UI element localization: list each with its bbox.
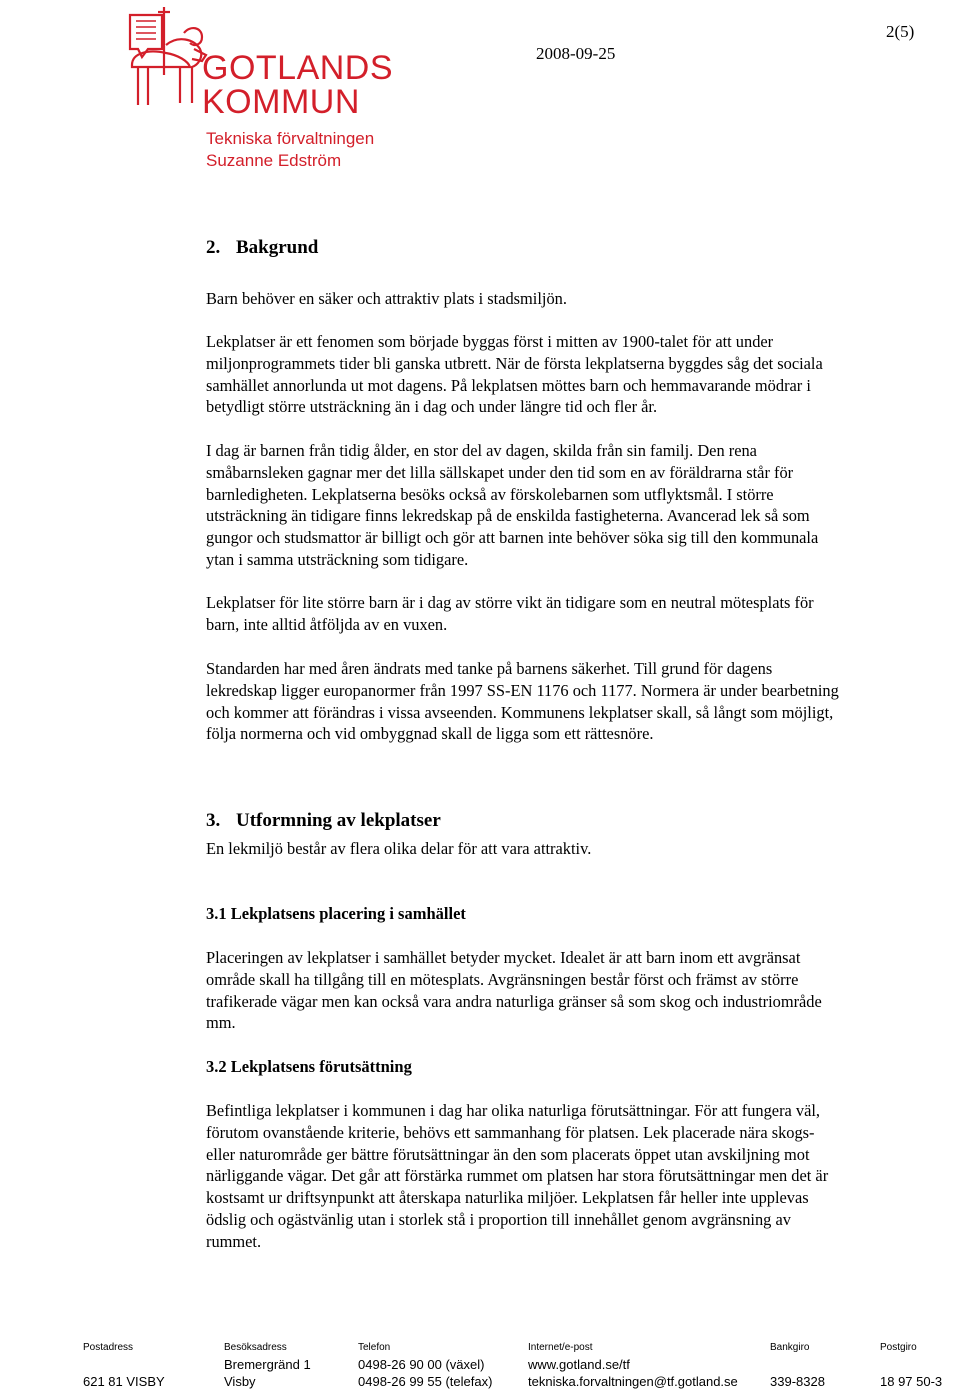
footer-value: Bremergränd 1 <box>224 1357 311 1372</box>
department-name: Tekniska förvaltningen <box>206 129 375 148</box>
paragraph-history: Lekplatser är ett fenomen som började byggas först i mitten av 1900-talet för att under miljonprogrammets tider bli ganska utbrett. När de första lekplatserna byggdes såg det sociala samhället annorlunda ut mot dagens. På lekplatsen möttes barn och hemmavarande mödrar i betydligt större utsträckning än i dag och under längre tid och fler år. <box>206 332 823 417</box>
footer-website-link[interactable]: www.gotland.se/tf <box>528 1357 630 1372</box>
svg-text:KOMMUN: KOMMUN <box>202 83 360 121</box>
author-name: Suzanne Edström <box>206 151 342 170</box>
section-3-heading <box>206 810 441 832</box>
footer-label: Postgiro <box>880 1342 917 1353</box>
section-number: 3. <box>206 810 221 831</box>
subsection-3-1-heading: 3.1 Lekplatsens placering i samhället <box>206 904 466 923</box>
document-date: 2008-09-25 <box>536 44 616 63</box>
svg-text:GOTLANDS: GOTLANDS <box>202 49 394 87</box>
section-title: Utformning av lekplatser <box>236 810 441 831</box>
footer-label: Internet/e-post <box>528 1342 593 1353</box>
footer-bankgiro <box>770 1340 825 1390</box>
footer-email-link[interactable]: tekniska.forvaltningen@tf.gotland.se <box>528 1374 738 1389</box>
page-number: 2(5) <box>886 22 915 41</box>
footer-telefon <box>358 1340 492 1390</box>
footer-label: Besöksadress <box>224 1342 287 1353</box>
footer-value: Visby <box>224 1374 256 1389</box>
footer-label: Bankgiro <box>770 1342 810 1353</box>
footer-label: Postadress <box>83 1342 134 1353</box>
section-2-heading <box>206 237 318 259</box>
paragraph-today: I dag är barnen från tidig ålder, en stor del av dagen, skilda från sin familj. Den rena småbarnsleken gagnar mer det lilla sällskapet under den tid som en av föräldrarna står för barnledigheten. Lekplatserna besöks också av förskolebarnen som utflyktsmål. I större utsträckning än tidigare finns lekredskap på de enskilda fastigheterna. Avancerad lek så som gungor och studsmattor är billigt och gör att barnen inte behöver söka sig till den kommunala ytan i samma utsträckning som tidigare. <box>206 441 819 569</box>
paragraph-intro: Barn behöver en säker och attraktiv plats i stadsmiljön. <box>206 289 567 308</box>
paragraph-conditions: Befintliga lekplatser i kommunen i dag har olika naturliga förutsättningar. För att fungera väl, förutom ovanstående kriterie, behövs ett sammanhang för platsen. Lek placerade nära skogs- eller naturområde ger bättre förutsättningar än den som placerats öppet utan avskiljning mot närliggande vägar. Det går att förstärka rummet om platsen har stora förutsättningar men det är kostsamt ur driftsynpunkt att återskapa naturlika miljöer. Lekplatsen får heller inte upplevas ödslig och ogästvänlig utan i storlek stå i proportion till innehållet genom avgränsning av rummet. <box>206 1101 829 1251</box>
footer-value: 18 97 50-3 <box>880 1374 943 1389</box>
footer-value: 0498-26 99 55 (telefax) <box>358 1374 493 1389</box>
footer-internet <box>528 1340 738 1390</box>
footer-label: Telefon <box>358 1342 391 1353</box>
gotlands-kommun-logo <box>118 5 408 123</box>
footer-postgiro <box>880 1340 942 1390</box>
paragraph-older-children: Lekplatser för lite större barn är i dag av större vikt än tidigare som en neutral mötesplats för barn, inte alltid åtföljda av en vuxen. <box>206 593 814 634</box>
section-title: Bakgrund <box>236 237 319 258</box>
paragraph-standards: Standarden har med åren ändrats med tanke på barnens säkerhet. Till grund för dagens lekredskap ligger europanormer från 1997 SS-EN 1176 och 1177. Normera är under bearbetning och kommer att förändras i vissa avseenden. Kommunens lekplatser skall, så långt som möjligt, följa normerna och vid ombyggnad skall de ligga som ett rättesnöre. <box>206 659 839 744</box>
footer-value: 621 81 VISBY <box>83 1374 165 1389</box>
footer-postadress <box>83 1340 165 1390</box>
ram-emblem-icon <box>118 5 408 123</box>
footer-besoksadress <box>224 1340 311 1390</box>
footer-value: 339-8328 <box>770 1374 825 1389</box>
department-block <box>206 128 374 172</box>
paragraph-placement: Placeringen av lekplatser i samhället betyder mycket. Idealet är att barn inom ett avgränsat område skall ha tillgång till en mötesplats. Avgränsningen består först och främst av större trafikerade vägar men kan också vara andra naturliga gränser så som skog och industriområde mm. <box>206 948 822 1033</box>
paragraph-section3-intro: En lekmiljö består av flera olika delar för att vara attraktiv. <box>206 839 592 858</box>
subsection-3-2-heading: 3.2 Lekplatsens förutsättning <box>206 1057 412 1076</box>
footer-value: 0498-26 90 00 (växel) <box>358 1357 485 1372</box>
section-number: 2. <box>206 237 221 258</box>
